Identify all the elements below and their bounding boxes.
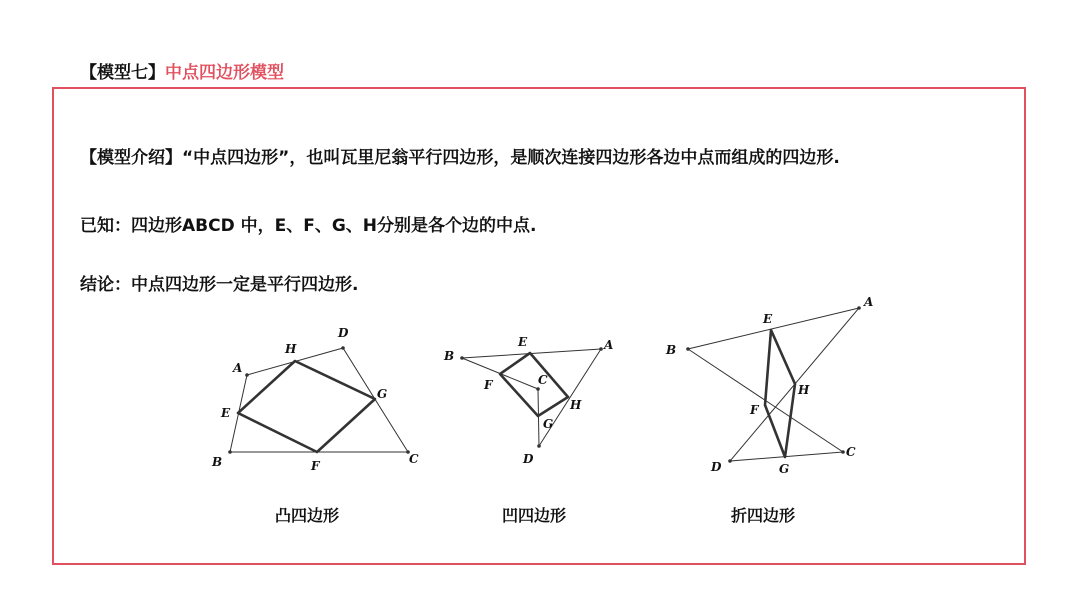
crossed-label-d: D [711, 460, 722, 474]
concave-label-d: D [523, 452, 534, 466]
concave-point-c [536, 387, 540, 391]
concave-label-a: A [604, 338, 614, 352]
crossed-label-c: C [846, 445, 856, 459]
convex-label-f: F [311, 459, 320, 473]
crossed-label-h: H [798, 383, 810, 397]
crossed-point-d [728, 459, 732, 463]
concave-figure [443, 335, 613, 466]
conclusion-text: 中点四边形一定是平行四边形. [131, 275, 359, 295]
crossed-figure [665, 295, 873, 476]
crossed-label-e: E [763, 312, 773, 326]
intro-label: 【模型介绍】 [80, 148, 182, 168]
crossed-point-c [841, 450, 845, 454]
convex-label-b: B [212, 455, 223, 469]
intro-text: “中点四边形”，也叫瓦里尼翁平行四边形，是顺次连接四边形各边中点而组成的四边形. [182, 148, 840, 168]
concave-caption: 凹四边形 [502, 506, 567, 525]
convex-point-b [228, 450, 232, 454]
convex-label-d: D [338, 326, 349, 340]
concave-midpoint-quad [500, 353, 568, 416]
section-tag: 【模型七】 [80, 63, 165, 83]
convex-point-d [341, 346, 345, 350]
convex-caption: 凸四边形 [275, 506, 340, 525]
known-text: 四边形ABCD 中，E、F、G、H分别是各个边的中点. [131, 216, 537, 236]
crossed-label-a: A [864, 295, 874, 309]
crossed-caption: 折四边形 [731, 506, 796, 525]
convex-label-h: H [285, 342, 297, 356]
crossed-point-b [686, 347, 690, 351]
crossed-label-f: F [750, 403, 759, 417]
concave-label-g: G [543, 417, 554, 431]
section-name: 中点四边形模型 [165, 63, 284, 83]
crossed-point-a [857, 306, 861, 310]
convex-figure [211, 326, 419, 473]
crossed-midpoint-quad [765, 330, 795, 457]
convex-label-c: C [409, 452, 419, 466]
convex-midpoint-quad [238, 361, 375, 452]
concave-point-b [460, 356, 464, 360]
concave-label-c: C [538, 373, 548, 387]
convex-label-e: E [221, 406, 231, 420]
convex-point-a [245, 373, 249, 377]
concave-label-h: H [570, 398, 582, 412]
known-label: 已知： [80, 216, 131, 236]
concave-point-d [537, 444, 541, 448]
concave-label-f: F [484, 378, 493, 392]
convex-label-a: A [233, 361, 243, 375]
concave-label-b: B [444, 349, 455, 363]
conclusion-label: 结论： [80, 275, 131, 295]
concave-point-a [599, 347, 603, 351]
concave-label-e: E [518, 335, 528, 349]
crossed-outer-quad [688, 308, 859, 461]
crossed-label-b: B [666, 343, 677, 357]
crossed-label-g: G [779, 462, 790, 476]
convex-label-g: G [377, 387, 388, 401]
